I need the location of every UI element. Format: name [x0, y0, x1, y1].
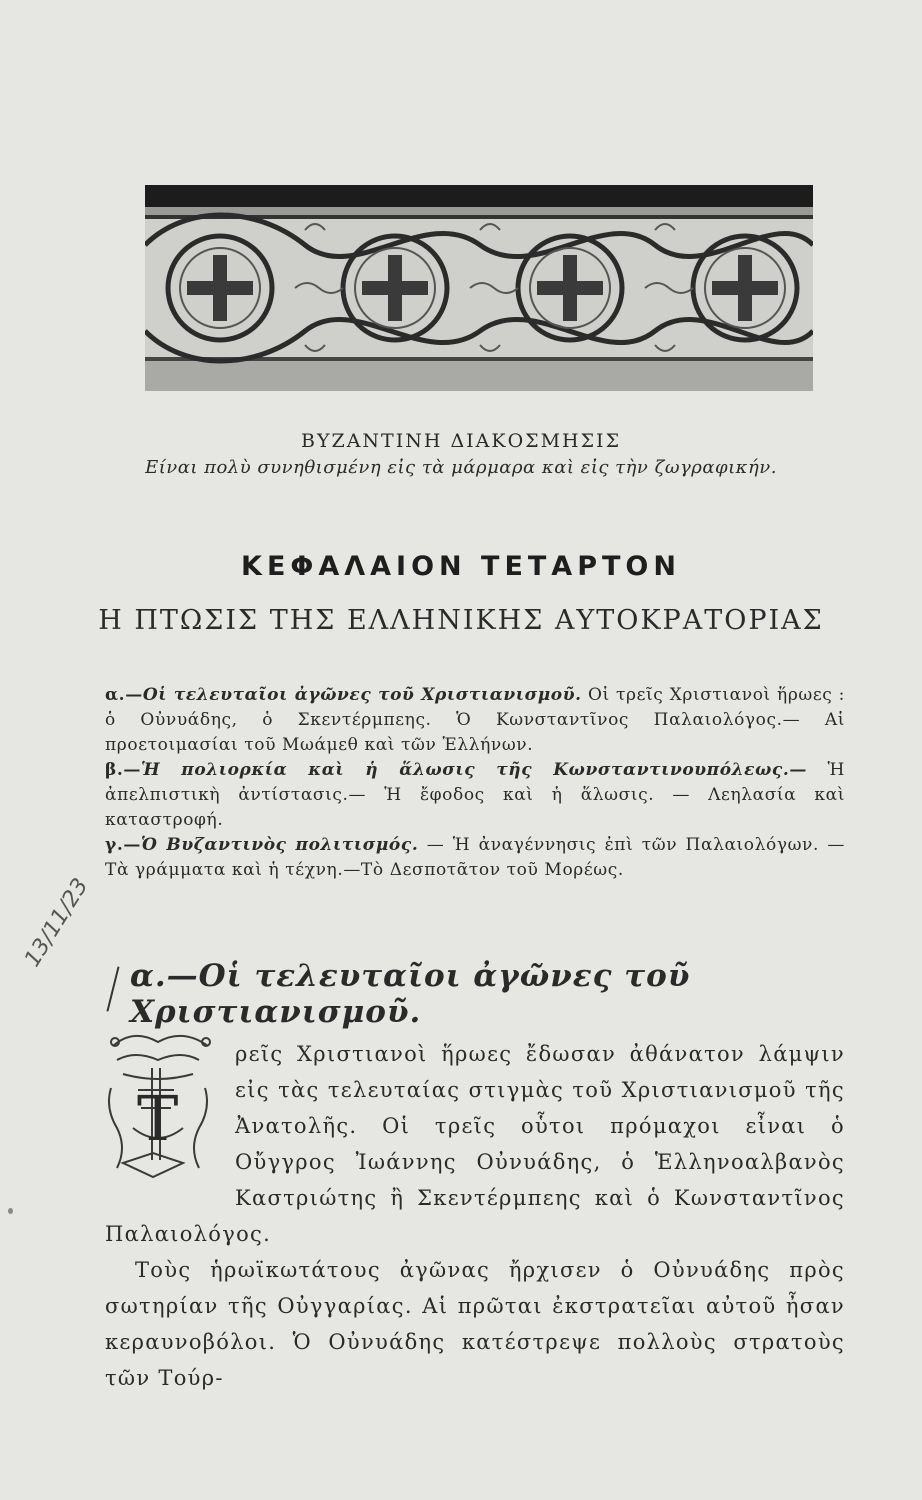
summary-item-heading: Οἱ τελευταῖοι ἀγῶνες τοῦ Χριστιανισμοῦ.: [142, 685, 582, 705]
handwritten-bracket: [106, 966, 119, 1011]
byzantine-ornament-illustration: [145, 185, 813, 391]
section-heading: [130, 958, 922, 1030]
summary-item-label: β.—: [105, 760, 142, 780]
paragraph: ρεῖς Χριστιανοὶ ἥρωες ἔδωσαν ἀθάνατον λάμψιν εἰς τὰς τελευταίας στιγμὰς τοῦ Χριστιανισμοῦ τῆς Ἀνατολῆς. Οἱ τρεῖς οὗτοι πρόμαχοι εἶναι ὁ Οὔγγρος Ἰωάννης Οὐνυάδης, ὁ Ἑλληνοαλβανὸς Καστριώτης ἢ Σκεντέρμπεης καὶ ὁ Κωνσταντῖνος Παλαιολόγος.: [105, 1042, 845, 1246]
summary-item: [105, 758, 845, 833]
summary-item-label: α.—: [105, 685, 143, 705]
summary-item-text: — Ἡ ἀναγέννησις ἐπὶ τῶν Παλαιολόγων. —Τὰ γράμματα καὶ ἡ τέχνη.—Τὸ Δεσποτᾶτον τοῦ Μορέως.: [105, 835, 846, 880]
summary-item-heading: Ἡ πολιορκία καὶ ἡ ἅλωσις τῆς Κωνσταντινουπόλεως.—: [141, 760, 807, 780]
section-label: α.—: [130, 958, 199, 994]
summary-item: [105, 683, 845, 758]
summary-item-heading: Ὁ Βυζαντινὸς πολιτισμός.: [140, 835, 419, 855]
chapter-summary: [105, 683, 845, 883]
chapter-label: ΚΕΦΑΛΑΙΟΝ ΤΕΤΑΡΤΟΝ: [241, 551, 681, 582]
summary-item: [105, 833, 845, 883]
illustration-caption-text: Είναι πολὺ συνηθισμένη εἰς τὰ μάρμαρα καὶ εἰς τὴν ζωγραφικήν.: [145, 457, 777, 478]
paragraph: Τοὺς ἡρωϊκωτάτους ἀγῶνας ἤρχισεν ὁ Οὐνυάδης πρὸς σωτηρίαν τῆς Οὐγγαρίας. Αἱ πρῶται ἐκστρατεῖαι αὐτοῦ ἦσαν κεραυνοβόλοι. Ὁ Οὐνυάδης κατέστρεψε πολλοὺς στρατοὺς τῶν Τούρ-: [105, 1258, 845, 1390]
dropcap-letter: Τ: [137, 1082, 179, 1155]
body-text: [105, 1036, 845, 1396]
summary-item-label: γ.—: [105, 835, 141, 855]
summary-item-text: Ἡ ἀπελπιστικὴ ἀντίστασις.— Ἡ ἔφοδος καὶ ἡ ἅλωσις. — Λεηλασία καὶ καταστροφή.: [105, 760, 846, 830]
illustration-caption-title: ΒΥΖΑΝΤΙΝΗ ΔΙΑΚΟΣΜΗΣΙΣ: [300, 430, 621, 452]
chapter-title: Η ΠΤΩΣΙΣ ΤΗΣ ΕΛΛΗΝΙΚΗΣ ΑΥΤΟΚΡΑΤΟΡΙΑΣ: [98, 605, 824, 636]
handwritten-margin-note: 13/11/23: [20, 874, 94, 972]
summary-item-text: Οἱ τρεῖς Χριστιανοὶ ἥρωες : ὁ Οὐνυάδης, ὁ Σκεντέρμπεης. Ὁ Κωνσταντῖνος Παλαιολόγος.— Αἱ προετοιμασίαι τοῦ Μωάμεθ καὶ τῶν Ἑλλήνων.: [105, 685, 846, 755]
section-title: Οἱ τελευταῖοι ἀγῶνες τοῦ Χριστιανισμοῦ.: [130, 958, 691, 1030]
